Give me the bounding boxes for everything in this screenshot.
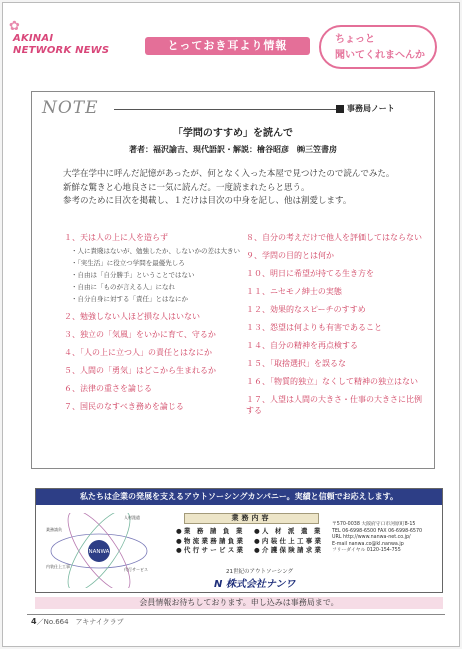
page <box>2 2 460 647</box>
footer-rule <box>27 614 445 615</box>
diagram-node: 人材派遣 <box>124 515 140 520</box>
article-body <box>63 168 407 209</box>
service-item: ● 代 行 サ ー ビ ス 業 <box>176 546 244 554</box>
bubble-line1: ちょっと <box>335 34 375 45</box>
toc-subitem: ・自由に「ものが言える人」になれ <box>71 283 175 291</box>
note-tag: NOTE <box>42 98 99 118</box>
note-panel <box>31 91 435 469</box>
contact-line: E-mail nanwa.co@kl.nanwa.jp <box>332 541 404 547</box>
toc-left-column <box>64 232 244 419</box>
note-rule <box>114 109 336 110</box>
toc-item: １０、明日に希望が持てる生き方を <box>246 269 374 278</box>
flower-icon: ✿ <box>9 19 21 34</box>
toc-right-column <box>246 232 426 423</box>
contact-line: TEL 06-6998-6500 FAX 06-6998-6570 <box>332 528 423 534</box>
services-left <box>176 527 243 556</box>
body-paragraph: 大学在学中に呼んだ記憶があったが、何となく入った本屋で見つけたので読んでみた。 <box>63 169 395 179</box>
toc-item: １１、ニセモノ紳士の実態 <box>246 287 342 296</box>
contact-info <box>332 522 438 555</box>
toc-item: １、天は人の上に人を造らず <box>64 233 168 242</box>
diagram-node: 業務請負 <box>46 527 62 532</box>
section-banner: とっておき耳より情報 <box>145 37 310 55</box>
info-strip: 会員情報お待ちしております。申し込みは事務局まで。 <box>35 597 443 609</box>
toc-item: １４、自分の精神を再点検する <box>246 341 358 350</box>
toc-item: ３、独立の「気風」をいかに育て、守るか <box>64 330 216 339</box>
note-section-label: 事務局ノート <box>347 104 395 113</box>
toc-sublist <box>64 245 244 305</box>
service-item: ● 物 流 業 務 請 負 業 <box>176 536 244 545</box>
toc-item: ２、勉強しない人ほど損な人はいない <box>64 312 200 321</box>
toc-item: ９、学問の目的とは何か <box>246 251 334 260</box>
diagram-center-label: NANWA <box>88 549 110 555</box>
logo-line2: NETWORK NEWS <box>13 45 110 56</box>
toc-item: ７、国民のなすべき務めを論じる <box>64 402 184 411</box>
service-item: ● 内 装 仕 上 工 事 業 <box>254 536 322 545</box>
ad-headline: 私たちは企業の発展を支えるアウトソーシングカンパニー。実績と信頼でお応えします。 <box>36 489 442 505</box>
article-authors: 著者：福沢諭吉、現代語訳・解説：檜谷昭彦 ㈱三笠書房 <box>129 145 337 154</box>
services-title: 業務内容 <box>184 513 319 524</box>
contact-line: フリーダイヤル 0120-154-755 <box>332 548 401 553</box>
square-bullet-icon <box>336 105 344 113</box>
page-number: 4 <box>31 617 37 626</box>
toc-item: ５、人間の「勇気」はどこから生まれるか <box>64 366 216 375</box>
toc-subitem: ・自由は「自分勝手」ということではない <box>71 271 195 279</box>
service-item: ● 人 材 派 遣 業 <box>254 527 321 535</box>
toc-item: ４、「人の上に立つ人」の責任とはなにか <box>64 348 212 357</box>
company-name <box>214 575 295 590</box>
toc-subitem: ・「実生活」に役立つ学問を最優先しろ <box>71 259 185 267</box>
contact-line: URL http://www.nanwa-net.co.jp/ <box>332 535 411 540</box>
service-item: ● 介 護 保 険 請 求 業 <box>254 546 322 554</box>
issue-label: ／No.664 アキナイクラブ <box>36 618 124 626</box>
service-item: ● 業 務 請 負 業 <box>176 527 243 535</box>
toc-subitem: ・自分自身に対する「責任」とはなにか <box>71 295 188 303</box>
toc-item: ８、自分の考えだけで他人を評価してはならない <box>246 233 422 242</box>
company-advertisement <box>35 488 443 593</box>
toc-item: １２、効果的なスピーチのすすめ <box>246 305 366 314</box>
newsletter-logo <box>9 19 110 57</box>
contact-line: 〒570-0038 大阪府守口市河原町8-15 <box>332 522 416 527</box>
toc-item: １５、「取捨選択」を誤るな <box>246 359 346 368</box>
company-name-text: 株式会社ナンワ <box>225 579 296 590</box>
body-paragraph: 新鮮な驚きと心地良さに一気に読んだ。一度読まれたらと思う。 <box>63 182 310 193</box>
toc-item: ６、法律の重さを論じる <box>64 384 152 393</box>
toc-item: １６、「物質的独立」なくして精神の独立はない <box>246 377 418 386</box>
company-logo-icon: N <box>214 579 223 590</box>
page-footer <box>31 617 124 627</box>
toc-item: １７、人望は人間の大きさ・仕事の大きさに比例する <box>246 395 422 415</box>
article-title: 「学問のすすめ」を読んで <box>172 128 294 139</box>
diagram-node: 内装仕上工事 <box>46 564 70 569</box>
service-diagram <box>44 513 154 588</box>
toc-subitem: ・人に貴賤はないが、勉強したか、しないかの差は大きい <box>71 247 240 255</box>
bubble-line2: 聞いてくれまへんか <box>335 50 425 61</box>
logo-line1: AKINAI <box>13 33 54 44</box>
speech-bubble <box>319 25 437 69</box>
body-paragraph: 参考のために目次を掲載し、１だけは目次の中身を記し、他は割愛します。 <box>63 196 352 206</box>
services-right <box>254 527 321 556</box>
diagram-node: 代行サービス <box>124 567 148 572</box>
company-tagline: 21世紀のアウトソーシング <box>226 569 294 575</box>
toc-item: １３、怨望は何よりも有害であること <box>246 323 382 332</box>
